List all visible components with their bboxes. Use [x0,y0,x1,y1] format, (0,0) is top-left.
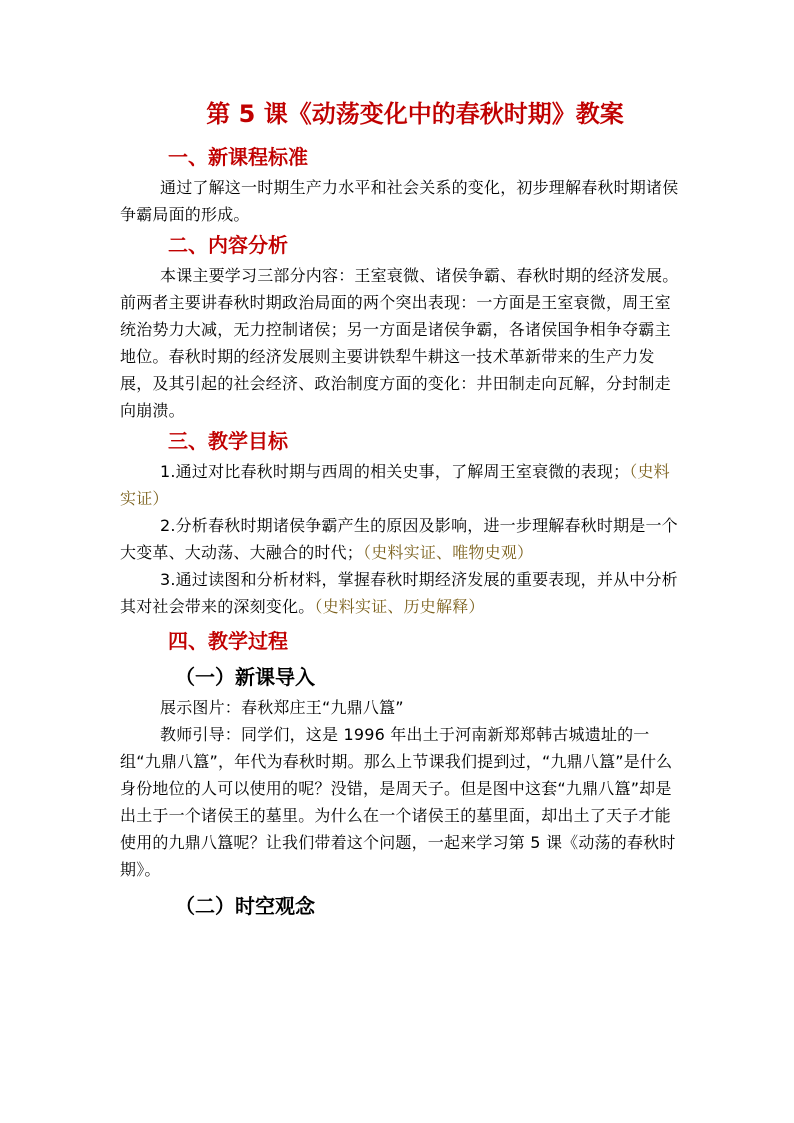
section-heading-standard: 一、新课程标准 [168,145,308,169]
section-heading-goals: 三、教学目标 [168,429,288,453]
goal-item-1 [120,458,680,512]
goal-item-3 [120,566,680,620]
paragraph-show-image: 展示图片：春秋郑庄王“九鼎八簋” [160,698,404,717]
section-heading-analysis: 二、内容分析 [168,233,288,257]
section-heading-process: 四、教学过程 [168,629,288,653]
goal-text: 2.分析春秋时期诸侯争霸产生的原因及影响，进一步理解春秋时期是一个大变革、大动荡、大融合的时代； [120,516,678,562]
goal-tag: （史料实证） [120,462,670,508]
document-title: 第 5 课《动荡变化中的春秋时期》教案 [206,100,624,128]
goal-tag: （史料实证、历史解释） [314,597,485,616]
document-page [120,96,680,923]
goal-tag: （史料实证、唯物史观） [363,543,534,562]
paragraph-standard: 通过了解这一时期生产力水平和社会关系的变化，初步理解春秋时期诸侯争霸局面的形成。 [120,178,679,224]
goal-text: 1.通过对比春秋时期与西周的相关史事，了解周王室衰微的表现； [160,462,630,481]
subsection-heading-intro: （一）新课导入 [175,665,315,689]
subsection-heading-spacetime: （二）时空观念 [175,894,315,918]
goal-item-2 [120,512,680,566]
paragraph-teacher-guide: 教师引导：同学们，这是 1996 年出土于河南新郑郑韩古城遗址的一组“九鼎八簋”，年代为春秋时期。那么上节课我们提到过，“九鼎八簋”是什么身份地位的人可以使用的呢？没错，是周天子。但是图中这套“九鼎八簋”却是出土于一个诸侯王的墓里。为什么在一个诸侯王的墓里面，却出土了天子才能使用的九鼎八簋呢？让我们带着这个问题，一起来学习第 5 课《动荡的春秋时期》。 [120,725,676,879]
goal-text: 3.通过读图和分析材料，掌握春秋时期经济发展的重要表现，并从中分析其对社会带来的深刻变化。 [120,570,678,616]
paragraph-analysis: 本课主要学习三部分内容：王室衰微、诸侯争霸、春秋时期的经济发展。前两者主要讲春秋时期政治局面的两个突出表现：一方面是王室衰微，周王室统治势力大减，无力控制诸侯；另一方面是诸侯争霸，各诸侯国争相争夺霸主地位。春秋时期的经济发展则主要讲铁犁牛耕这一技术革新带来的生产力发展，及其引起的社会经济、政治制度方面的变化：井田制走向瓦解，分封制走向崩溃。 [120,266,679,420]
